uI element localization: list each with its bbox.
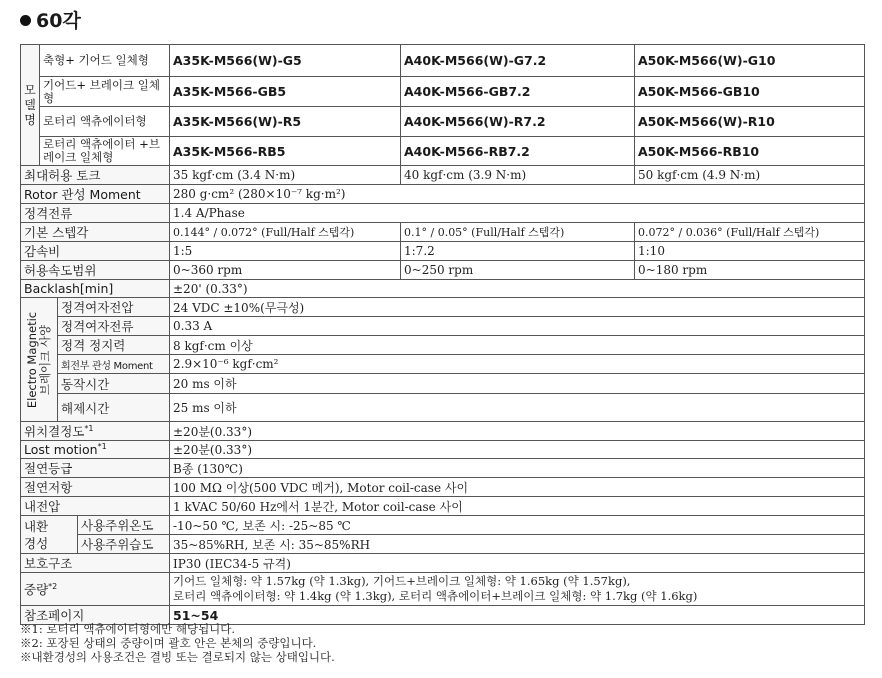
rotor-inertia-value: 280 g·cm² (280×10⁻⁷ kg·m²) [170,185,865,204]
spec-row [21,573,865,606]
model-cell: A35K-M566-GB5 [170,77,401,107]
title-text: 60각 [36,10,81,32]
bullet-icon [20,15,31,26]
spec-row [21,166,865,185]
max-torque-label: 최대허용 토크 [21,166,170,185]
gear-ratio-label: 감속비 [21,242,170,261]
environment-row [21,516,865,535]
spec-row [21,554,865,573]
model-cell: A40K-M566(W)-G7.2 [401,45,635,77]
brake-item-label: 정격여자전류 [58,317,170,336]
model-cell: A35K-M566(W)-G5 [170,45,401,77]
brake-item-value: 8 kgf·cm 이상 [170,336,865,355]
model-type-label: 기어드+ 브레이크 일체형 [40,77,170,107]
spec-row [21,280,865,298]
environment-row [21,535,865,554]
speed-range-value: 0~250 rpm [401,261,635,280]
model-cell: A35K-M566(W)-R5 [170,107,401,137]
brake-item-value: 24 VDC ±10%(무극성) [170,298,865,317]
lost-motion-text: Lost motion [24,442,98,457]
rated-current-label: 정격전류 [21,204,170,223]
model-cell: A40K-M566(W)-R7.2 [401,107,635,137]
model-cell: A50K-M566(W)-G10 [635,45,865,77]
speed-range-value: 0~180 rpm [635,261,865,280]
brake-item-value: 25 ms 이하 [170,394,865,422]
backlash-label: Backlash[min] [21,280,170,298]
footnote: ※내환경성의 사용조건은 결빙 또는 결로되지 않는 상태입니다. [20,650,335,664]
spec-row [21,497,865,516]
brake-group-label [21,298,58,422]
brake-item-value: 0.33 A [170,317,865,336]
environment-item-label: 사용주위온도 [78,516,170,535]
brake-group-text: Electro Magnetic 브레이크 사양 [25,311,52,408]
spec-row [21,261,865,280]
model-type-label: 축형+ 기어드 일체형 [40,45,170,77]
model-cell: A50K-M566-RB10 [635,137,865,166]
brake-item-label: 정격 정지력 [58,336,170,355]
speed-range-value: 0~360 rpm [170,261,401,280]
environment-group-label: 내환 경성 [21,516,78,554]
model-row [21,45,865,77]
brake-item-value: 20 ms 이하 [170,374,865,394]
brake-item-label: 해제시간 [58,394,170,422]
protection-label: 보호구조 [21,554,170,573]
lost-motion-value: ±20분(0.33°) [170,441,865,459]
model-cell: A50K-M566(W)-R10 [635,107,865,137]
footnotes [20,622,335,664]
brake-row [21,298,865,317]
step-angle-value: 0.1° / 0.05° (Full/Half 스텝각) [401,223,635,242]
brake-row [21,336,865,355]
brake-item-label: 동작시간 [58,374,170,394]
page-title [20,8,81,34]
withstand-voltage-value: 1 kVAC 50/60 Hz에서 1분간, Motor coil-case 사이 [170,497,865,516]
model-row [21,77,865,107]
brake-item-label: 회전부 관성 Moment [58,355,170,374]
withstand-voltage-label: 내전압 [21,497,170,516]
spec-row [21,185,865,204]
protection-value: IP30 (IEC34-5 규격) [170,554,865,573]
insulation-class-value: B종 (130℃) [170,459,865,478]
weight-text: 중량 [24,582,49,597]
step-angle-value: 0.144° / 0.072° (Full/Half 스텝각) [170,223,401,242]
environment-item-value: -10~50 ℃, 보존 시: -25~85 ℃ [170,516,865,535]
weight-label [21,573,170,606]
backlash-value: ±20' (0.33°) [170,280,865,298]
gear-ratio-value: 1:7.2 [401,242,635,261]
lost-motion-label [21,441,170,459]
ref-page-value: 51~54 [170,606,865,625]
spec-table [20,44,865,625]
weight-line: 로터리 액츄에이터형: 약 1.4kg (약 1.3kg), 로터리 액츄에이터+브레이크 일체형: 약 1.7kg (약 1.6kg) [173,589,698,603]
insulation-resistance-value: 100 MΩ 이상(500 VDC 메거), Motor coil-case 사이 [170,478,865,497]
insulation-class-label: 절연등급 [21,459,170,478]
position-accuracy-text: 위치결정도 [24,424,85,439]
spec-row [21,223,865,242]
footnote-mark: *1 [84,423,94,433]
max-torque-value: 50 kgf·cm (4.9 N·m) [635,166,865,185]
brake-row [21,374,865,394]
model-type-label: 로터리 액츄에이터형 [40,107,170,137]
model-cell: A35K-M566-RB5 [170,137,401,166]
environment-item-label: 사용주위습도 [78,535,170,554]
brake-row [21,355,865,374]
model-row [21,137,865,166]
rated-current-value: 1.4 A/Phase [170,204,865,223]
spec-row [21,441,865,459]
step-angle-label: 기본 스텝각 [21,223,170,242]
model-cell: A40K-M566-RB7.2 [401,137,635,166]
spec-row [21,204,865,223]
spec-row [21,459,865,478]
model-group-text: 모델명 [24,82,36,127]
spec-row [21,242,865,261]
model-cell: A40K-M566-GB7.2 [401,77,635,107]
insulation-resistance-label: 절연저항 [21,478,170,497]
rotor-inertia-label: Rotor 관성 Moment [21,185,170,204]
spec-row [21,478,865,497]
position-accuracy-value: ±20분(0.33°) [170,422,865,441]
max-torque-value: 35 kgf·cm (3.4 N·m) [170,166,401,185]
gear-ratio-value: 1:10 [635,242,865,261]
weight-line: 기어드 일체형: 약 1.57kg (약 1.3kg), 기어드+브레이크 일체형: 약 1.65kg (약 1.57kg), [173,574,631,588]
position-accuracy-label [21,422,170,441]
brake-item-value: 2.9×10⁻⁶ kgf·cm² [170,355,865,374]
model-row [21,107,865,137]
environment-item-value: 35~85%RH, 보존 시: 35~85%RH [170,535,865,554]
max-torque-value: 40 kgf·cm (3.9 N·m) [401,166,635,185]
brake-item-label: 정격여자전압 [58,298,170,317]
footnote-mark: *1 [97,441,107,451]
model-type-label: 로터리 액츄에이터 +브레이크 일체형 [40,137,170,166]
step-angle-value: 0.072° / 0.036° (Full/Half 스텝각) [635,223,865,242]
ref-page-label: 참조페이지 [21,606,170,625]
model-cell: A50K-M566-GB10 [635,77,865,107]
gear-ratio-value: 1:5 [170,242,401,261]
footnote: ※2: 포장된 상태의 중량이며 괄호 안은 본체의 중량입니다. [20,636,317,650]
footnote: ※1: 로터리 액츄에이터형에만 해당됩니다. [20,622,236,636]
speed-range-label: 허용속도범위 [21,261,170,280]
footnote-mark: *2 [48,581,58,591]
brake-row [21,394,865,422]
spec-row [21,422,865,441]
brake-row [21,317,865,336]
model-group-label [21,45,40,166]
weight-value [170,573,865,606]
